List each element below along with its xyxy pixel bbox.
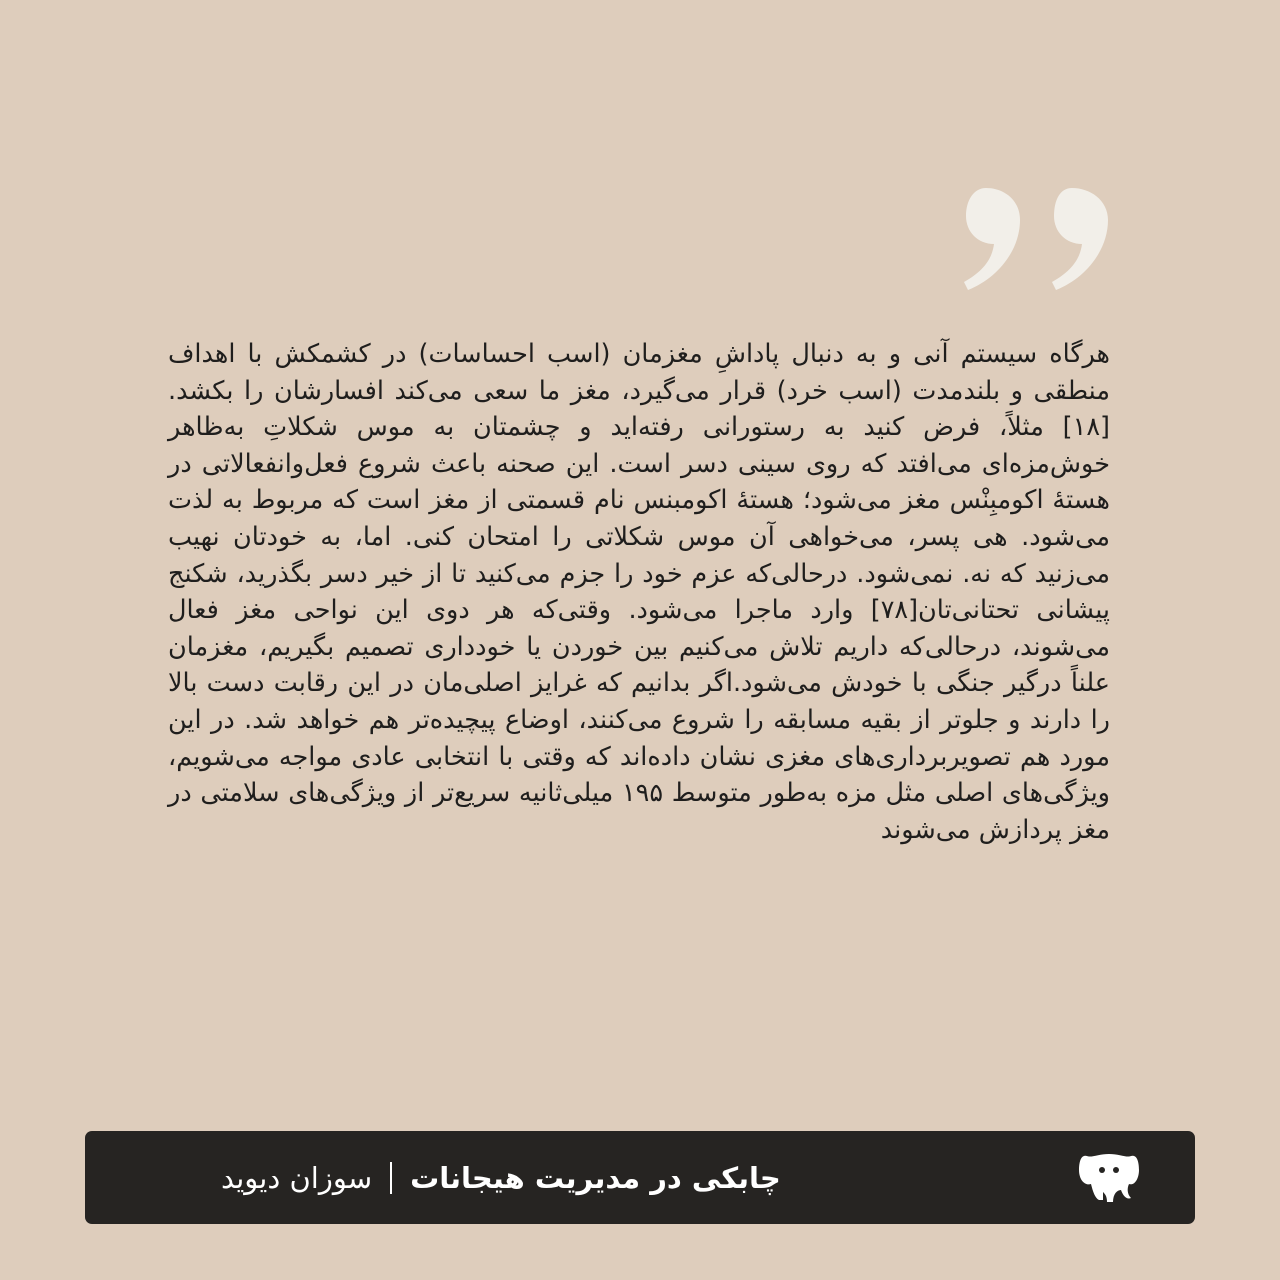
elephant-logo-icon: [1077, 1150, 1141, 1204]
quote-text: هرگاه سیستم آنی و به دنبال پاداشِ مغزمان (اسب احساسات) در کشمکش با اهداف منطقی و بلندمدت (اسب خرد) قرار می‌گیرد، مغز ما سعی می‌کند افسارشان را بکشد.[۱۸] مثلاً، فرض کنید به رستورانی رفته‌اید و چشمتان به موس شکلاتِ به‌ظاهر خوش‌مزه‌ای می‌افتد که روی سینی دسر است. این صحنه باعث شروع فعل‌وانفعالاتی در هستهٔ اکومبِنْس مغز می‌شود؛ هستهٔ اکومبنس نام قسمتی از مغز است که مربوط به لذت می‌شود. هی پسر، می‌خواهی آن موس شکلاتی را امتحان کنی. اما، به خودتان نهیب می‌زنید که نه. نمی‌شود. درحالی‌که عزم خود را جزم می‌کنید تا از خیر دسر بگذرید، شکنج پیشانی تحتانی‌تان[۷۸] وارد ماجرا می‌شود. وقتی‌که هر دوی این نواحی مغز فعال می‌شوند، درحالی‌که داریم تلاش می‌کنیم بین خوردن یا خودداری تصمیم بگیریم، مغزمان علناً درگیر جنگی با خودش می‌شود.اگر بدانیم که غرایز اصلی‌مان در این رقابت دست بالا را دارند و جلوتر از بقیه مسابقه را شروع می‌کنند، اوضاع پیچیده‌تر هم خواهد شد. در این مورد هم تصویربرداری‌های مغزی نشان داده‌اند که وقتی با انتخابی عادی مواجه می‌شویم، ویژگی‌های اصلی مثل مزه به‌طور متوسط ۱۹۵ میلی‌ثانیه سریع‌تر از ویژگی‌های سلامتی در مغز پردازش می‌شوند: [168, 339, 1111, 845]
closing-quote-icon: [962, 186, 1112, 292]
book-title: چابکی در مدیریت هیجانات: [410, 1160, 781, 1195]
author-name: سوزان دیوید: [221, 1160, 373, 1195]
footer-bar: [85, 1131, 1195, 1224]
caption-divider: [390, 1162, 392, 1194]
book-caption: [221, 1131, 781, 1224]
